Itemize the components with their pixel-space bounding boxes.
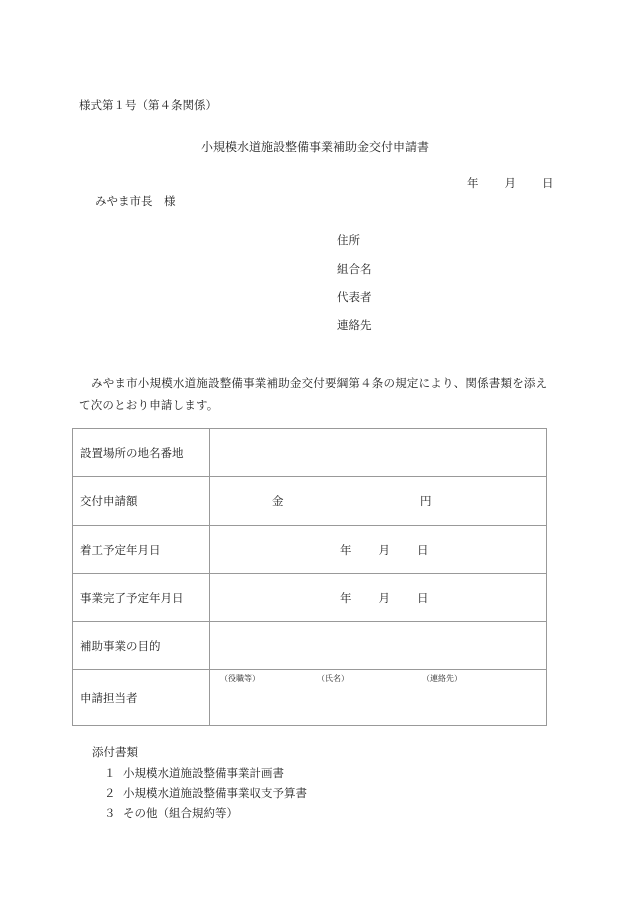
amount-prefix: 金 (272, 494, 284, 508)
row-end-date (73, 574, 547, 622)
attachment-text: 小規模水道施設整備事業収支予算書 (123, 786, 307, 800)
amount-value (210, 477, 547, 526)
attachment-text: 小規模水道施設整備事業計画書 (123, 766, 284, 780)
applicant-contact-label: 連絡先 (337, 318, 372, 332)
end-month: 月 (378, 590, 390, 605)
purpose-label: 補助事業の目的 (73, 622, 210, 670)
amount-suffix: 円 (420, 494, 432, 508)
row-contact-person (73, 670, 547, 726)
attachment-item (104, 765, 284, 781)
applicant-union-label: 組合名 (337, 262, 372, 276)
location-value (210, 429, 547, 477)
date-day: 日 (542, 176, 554, 190)
start-date-value (210, 526, 547, 574)
start-month: 月 (378, 542, 390, 557)
sub-contact-label: （連絡先） (422, 674, 462, 683)
attachment-number: ３ (104, 806, 116, 820)
end-year: 年 (340, 590, 352, 605)
application-statement: みやま市小規模水道施設整備事業補助金交付要綱第４条の規定により、関係書類を添えて次のとおり申請します。 (79, 376, 548, 412)
end-day: 日 (417, 590, 429, 605)
start-date-label: 着工予定年月日 (73, 526, 210, 574)
sub-position-label: （役職等） (220, 674, 260, 683)
row-amount (73, 477, 547, 526)
contact-person-value (210, 670, 547, 726)
attachment-number: ２ (104, 786, 116, 800)
purpose-value (210, 622, 547, 670)
row-location (73, 429, 547, 477)
attachment-item (104, 785, 307, 801)
applicant-representative-label: 代表者 (337, 290, 372, 304)
row-purpose (73, 622, 547, 670)
sub-name-label: （氏名） (317, 674, 349, 683)
document-title: 小規模水道施設整備事業補助金交付申請書 (200, 140, 429, 154)
amount-label: 交付申請額 (73, 477, 210, 526)
start-day: 日 (417, 542, 429, 557)
end-date-value (210, 574, 547, 622)
application-details-table (72, 428, 547, 726)
contact-person-label: 申請担当者 (73, 670, 210, 726)
attachment-text: その他（組合規約等） (123, 806, 238, 820)
location-label: 設置場所の地名番地 (73, 429, 210, 477)
addressee: みやま市長 様 (95, 194, 176, 208)
end-date-label: 事業完了予定年月日 (73, 574, 210, 622)
attachment-item (104, 805, 238, 821)
attachments-heading: 添付書類 (92, 745, 138, 759)
application-date (467, 175, 554, 191)
date-month: 月 (504, 176, 516, 190)
form-number: 様式第１号（第４条関係） (79, 98, 217, 112)
attachment-number: １ (104, 766, 116, 780)
start-year: 年 (340, 542, 352, 557)
date-year: 年 (467, 176, 479, 190)
row-start-date (73, 526, 547, 574)
applicant-address-label: 住所 (337, 233, 360, 247)
